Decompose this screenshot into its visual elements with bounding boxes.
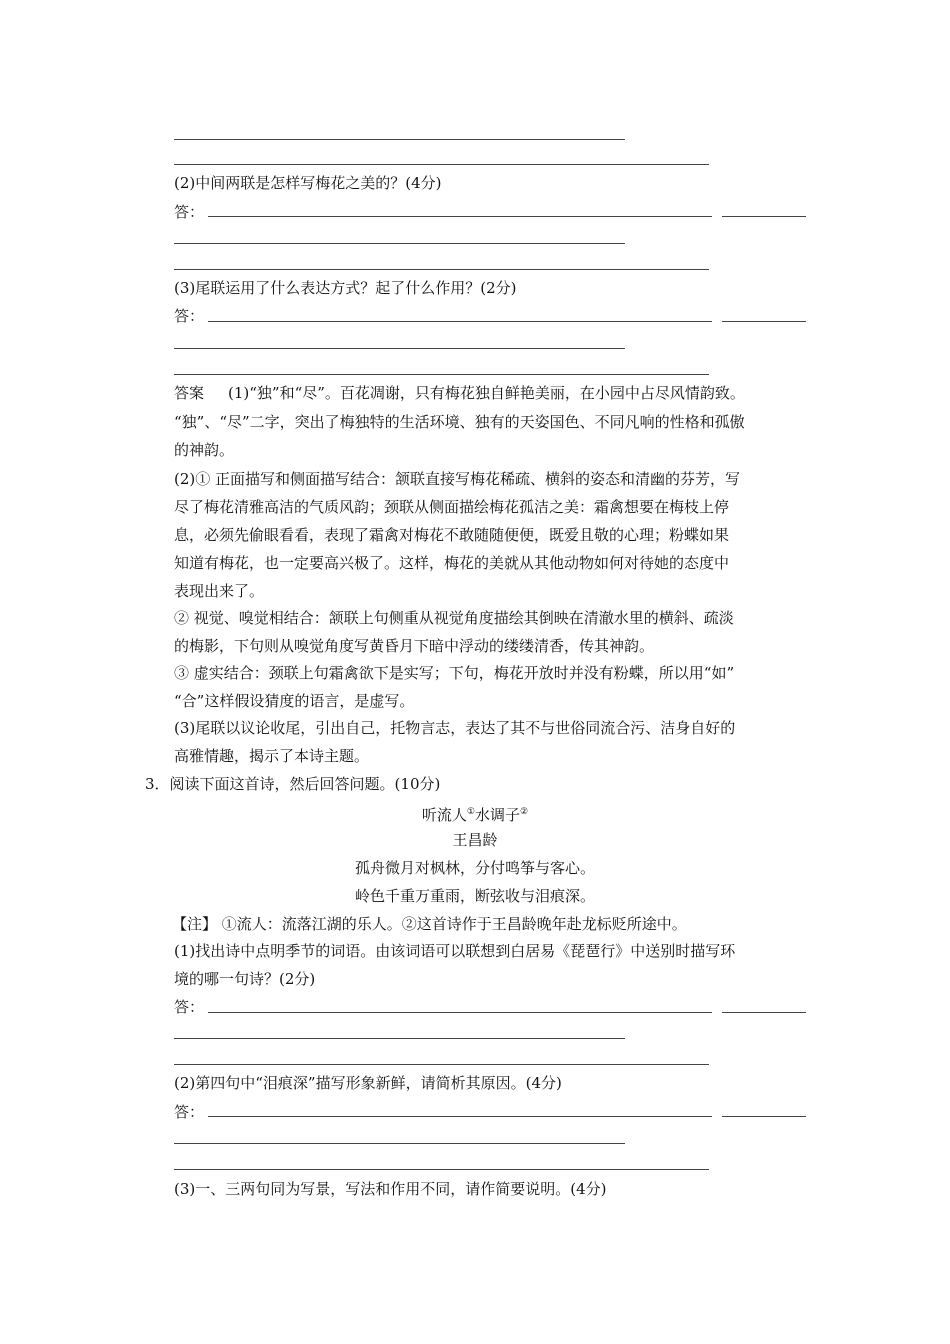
poem-author: 王昌龄: [452, 831, 498, 849]
answer-text-line: (1)“独”和“尽”。百花凋谢，只有梅花独自鲜艳美丽，在小园中占尽风情韵致。: [228, 384, 745, 402]
poem-title-text: 水调子: [475, 806, 521, 824]
answer-line[interactable]: [174, 1143, 625, 1144]
answer-text-line: 的神韵。: [174, 441, 235, 459]
poem-line: 孤舟微月对枫林，分付鸣筝与客心。: [354, 859, 595, 877]
poem-line: 岭色千重万重雨，断弦收与泪痕深。: [354, 887, 595, 905]
footnote-marker: ①: [466, 807, 475, 817]
answer-text-line: 表现出来了。: [174, 582, 265, 600]
answer-line[interactable]: [722, 216, 806, 217]
poem-title: [0, 802, 950, 825]
answer-prefix: 答：: [174, 203, 205, 221]
answer-text-line: “独”、“尽”二字，突出了梅独特的生活环境、独有的天姿国色、不同凡响的性格和孤傲: [174, 413, 745, 431]
question-3-2: (2)第四句中“泪痕深”描写形象新鲜，请简析其原因。(4分): [174, 1074, 562, 1092]
question-3-3: (3)一、三两句同为写景，写法和作用不同，请作简要说明。(4分): [174, 1180, 607, 1198]
answer-label: 答案: [174, 384, 205, 402]
answer-text-line: 尽了梅花清雅高洁的气质风韵；颈联从侧面描绘梅花孤洁之美：霜禽想要在梅枝上停: [174, 498, 730, 516]
answer-line[interactable]: [174, 348, 625, 349]
answer-text-line: 知道有梅花，也一定要高兴极了。这样，梅花的美就从其他动物如何对待她的态度中: [174, 554, 730, 572]
answer-line[interactable]: [722, 1116, 806, 1117]
answer-text-line: 高雅情趣，揭示了本诗主题。: [174, 747, 370, 765]
question-2-3: (3)尾联运用了什么表达方式？起了什么作用？(2分): [174, 279, 517, 297]
answer-line[interactable]: [722, 1012, 806, 1013]
answer-line[interactable]: [174, 243, 625, 244]
footnote-marker: ②: [520, 807, 529, 817]
answer-prefix: 答：: [174, 1103, 205, 1121]
answer-prefix: 答：: [174, 998, 205, 1016]
answer-line[interactable]: [208, 1116, 712, 1117]
question-3-1: 境的哪一句诗？(2分): [174, 970, 316, 988]
answer-prefix: 答：: [174, 307, 205, 325]
answer-text-line: ② 视觉、嗅觉相结合：颔联上句侧重从视觉角度描绘其倒映在清澈水里的横斜、疏淡: [174, 609, 734, 627]
answer-line[interactable]: [174, 1064, 709, 1065]
answer-line[interactable]: [208, 1012, 712, 1013]
answer-line[interactable]: [174, 374, 709, 375]
answer-line[interactable]: [722, 321, 806, 322]
poem-note: 【注】 ①流人：流落江湖的乐人。②这首诗作于王昌龄晚年赴龙标贬所途中。: [172, 915, 687, 933]
answer-text-line: (3)尾联以议论收尾，引出自己，托物言志，表达了其不与世俗同流合污、洁身自好的: [174, 719, 736, 737]
answer-line[interactable]: [174, 1169, 709, 1170]
answer-line[interactable]: [174, 164, 709, 165]
answer-line[interactable]: [208, 321, 712, 322]
answer-text-line: “合”这样假设猜度的语言，是虚写。: [174, 692, 415, 710]
answer-line[interactable]: [174, 269, 709, 270]
question-2-2: (2)中间两联是怎样写梅花之美的？(4分): [174, 174, 442, 192]
answer-line[interactable]: [174, 139, 625, 140]
poem-title-text: 听流人: [421, 806, 467, 824]
question-3-1: (1)找出诗中点明季节的词语。由该词语可以联想到白居易《琵琶行》中送别时描写环: [174, 942, 736, 960]
question-3-stem: 3．阅读下面这首诗，然后回答问题。(10分): [145, 775, 441, 793]
answer-text-line: ③ 虚实结合：颈联上句霜禽欲下是实写；下句，梅花开放时并没有粉蝶，所以用“如”: [174, 664, 735, 682]
answer-text-line: 的梅影，下句则从嗅觉角度写黄昏月下暗中浮动的缕缕清香，传其神韵。: [174, 637, 655, 655]
answer-text-line: (2)① 正面描写和侧面描写结合：颔联直接写梅花稀疏、横斜的姿态和清幽的芬芳，写: [174, 470, 741, 488]
answer-text-line: 息，必须先偷眼看看，表现了霜禽对梅花不敢随随便便，既爱且敬的心理；粉蝶如果: [174, 526, 730, 544]
answer-line[interactable]: [174, 1038, 625, 1039]
answer-line[interactable]: [208, 216, 712, 217]
